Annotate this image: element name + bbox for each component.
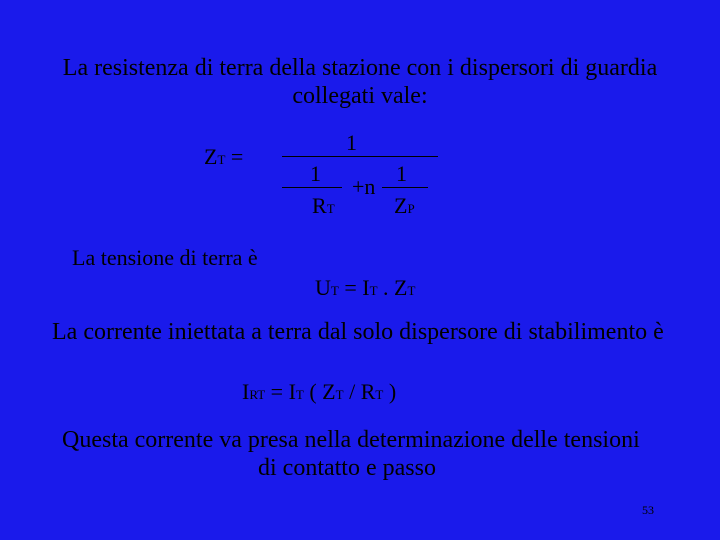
irt-sub-3: T	[335, 387, 344, 402]
frac-b-bar	[382, 187, 428, 188]
zt-equals: =	[230, 144, 244, 169]
frac-a-numerator: 1	[310, 161, 321, 186]
zt-label	[204, 144, 243, 173]
irt-formula	[242, 379, 396, 408]
intro-line-2: collegati vale:	[292, 83, 428, 109]
frac-top-numerator: 1	[346, 130, 357, 155]
frac-a-den-sub: T	[326, 201, 335, 216]
irt-slash: / R	[349, 379, 376, 404]
frac-b-denominator	[394, 193, 415, 222]
irt-sub-1: RT	[249, 387, 266, 402]
irt-paren: ( Z	[309, 379, 336, 404]
frac-b-numerator: 1	[396, 161, 407, 186]
ut-u: U	[315, 275, 331, 300]
frac-b-den-sub: P	[407, 201, 415, 216]
ut-sub-2: T	[369, 283, 378, 298]
tension-label: La tensione di terra è	[72, 245, 258, 270]
zt-subscript: T	[217, 152, 226, 167]
ut-dot-z: . Z	[383, 275, 408, 300]
frac-a-denominator	[312, 193, 335, 222]
ut-eq: = I	[344, 275, 370, 300]
frac-b-den-letter: Z	[394, 193, 408, 218]
ut-sub-1: T	[330, 283, 339, 298]
frac-a-den-letter: R	[312, 193, 327, 218]
page-number: 53	[642, 503, 654, 517]
irt-sub-2: T	[295, 387, 304, 402]
irt-sub-4: T	[375, 387, 384, 402]
zt-letter: Z	[204, 144, 218, 169]
current-line: La corrente iniettata a terra dal solo dispersore di stabilimento è	[52, 319, 664, 345]
ut-sub-3: T	[407, 283, 416, 298]
plus-n: +n	[352, 174, 376, 199]
main-fraction-bar	[282, 156, 438, 157]
irt-i: I	[242, 379, 250, 404]
irt-close: )	[388, 379, 397, 404]
ut-formula	[315, 275, 415, 304]
final-line-1: Questa corrente va presa nella determinazione delle tensioni	[62, 427, 640, 453]
frac-a-bar	[282, 187, 342, 188]
irt-eq: = I	[270, 379, 296, 404]
intro-line-1: La resistenza di terra della stazione con i dispersori di guardia	[62, 55, 658, 81]
final-line-2: di contatto e passo	[258, 455, 436, 481]
